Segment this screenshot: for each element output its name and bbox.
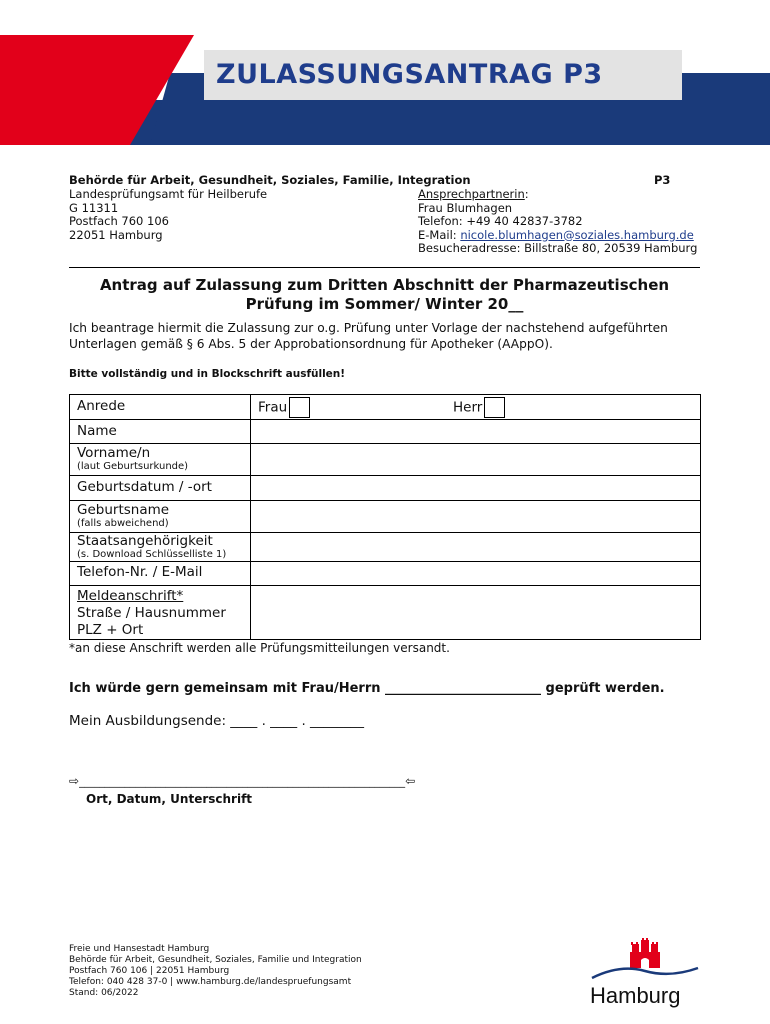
divider: [69, 267, 700, 268]
office-address: [69, 188, 267, 242]
footer-line: Telefon: 040 428 37-0 | www.hamburg.de/landespruefungsamt: [69, 977, 352, 987]
geburtsname-note: (falls abweichend): [77, 518, 169, 529]
footer-line: Stand: 06/2022: [69, 988, 139, 998]
contact-label: Ansprechpartnerin: [418, 187, 525, 201]
telefon-label: Telefon-Nr. / E-Mail: [70, 562, 251, 586]
staatsangehoerigkeit-text: Staatsangehörigkeit: [77, 533, 213, 549]
hamburg-castle-icon: [590, 938, 700, 984]
row-staatsangehoerigkeit: [70, 533, 701, 562]
name-field[interactable]: [251, 420, 701, 444]
row-telefon: [70, 562, 701, 586]
geburtsdatum-label: Geburtsdatum / -ort: [70, 476, 251, 501]
intro-line-1: Ich beantrage hiermit die Zulassung zur o.g. Prüfung unter Vorlage der nachstehend aufgeführten: [69, 321, 668, 335]
intro-line-2: Unterlagen gemäß § 6 Abs. 5 der Approbationsordnung für Apotheker (AAppO).: [69, 337, 553, 351]
hamburg-logo-text: Hamburg: [590, 983, 681, 1008]
row-geburtsname: [70, 501, 701, 533]
footer-line: Freie und Hansestadt Hamburg: [69, 944, 210, 954]
signature-label: Ort, Datum, Unterschrift: [86, 792, 253, 806]
contact-phone: Telefon: +49 40 42837-3782: [418, 214, 583, 228]
footer-line: Postfach 760 106 | 22051 Hamburg: [69, 966, 230, 976]
authority-name: Behörde für Arbeit, Gesundheit, Soziales, Familie, Integration: [69, 173, 471, 187]
email-link[interactable]: nicole.blumhagen@soziales.hamburg.de: [460, 227, 694, 242]
signature-line[interactable]: [69, 774, 415, 788]
row-geburtsdatum: [70, 476, 701, 501]
meldeanschrift-label: [70, 586, 251, 640]
contact-block: [418, 188, 697, 256]
geburtsname-text: Geburtsname: [77, 502, 170, 518]
geburtsname-label: [70, 501, 251, 533]
herr-option[interactable]: [453, 397, 505, 418]
document-title: [69, 276, 700, 314]
vorname-note: (laut Geburtsurkunde): [77, 461, 189, 472]
plz-text: PLZ + Ort: [77, 622, 144, 638]
signature-underline: ________________________________________________________________: [79, 777, 406, 788]
vorname-field[interactable]: [251, 444, 701, 476]
meldeanschrift-field[interactable]: [251, 586, 701, 640]
arrow-right-icon: ⇨: [69, 774, 80, 788]
frau-label: Frau: [258, 399, 288, 416]
frau-checkbox[interactable]: [289, 397, 310, 418]
row-anrede: [70, 395, 701, 420]
instruction-text: Bitte vollständig und in Blockschrift ausfüllen!: [69, 368, 346, 380]
meldeanschrift-text: Meldeanschrift*: [77, 588, 184, 604]
herr-checkbox[interactable]: [484, 397, 505, 418]
arrow-left-icon: ⇦: [405, 774, 416, 788]
title-line-2: Prüfung im Sommer/ Winter 20__: [245, 295, 524, 313]
form-title-banner: ZULASSUNGSANTRAG P3: [204, 50, 682, 100]
email-prefix: E-Mail:: [418, 227, 461, 242]
title-line-1: Antrag auf Zulassung zum Dritten Abschnitt der Pharmazeutischen: [99, 276, 670, 294]
row-name: [70, 420, 701, 444]
staatsangehoerigkeit-note: (s. Download Schlüsselliste 1): [77, 549, 227, 560]
telefon-field[interactable]: [251, 562, 701, 586]
geburtsdatum-field[interactable]: [251, 476, 701, 501]
frau-option[interactable]: [258, 397, 310, 418]
contact-colon: :: [524, 187, 529, 201]
staatsangehoerigkeit-label: [70, 533, 251, 562]
row-vorname: [70, 444, 701, 476]
herr-label: Herr: [453, 399, 483, 416]
staatsangehoerigkeit-field[interactable]: [251, 533, 701, 562]
row-meldeanschrift: [70, 586, 701, 640]
address-footnote: *an diese Anschrift werden alle Prüfungsmitteilungen versandt.: [69, 641, 450, 655]
applicant-form-table: [69, 394, 701, 640]
footer-address: [69, 944, 362, 999]
contact-name: Frau Blumhagen: [418, 200, 513, 215]
anrede-field: [251, 395, 701, 420]
form-code: P3: [654, 173, 671, 187]
office-line: G 11311: [69, 200, 119, 215]
intro-text: [69, 320, 668, 352]
geburtsname-field[interactable]: [251, 501, 701, 533]
footer-line: Behörde für Arbeit, Gesundheit, Soziales, Familie und Integration: [69, 955, 362, 965]
joint-exam-line[interactable]: Ich würde gern gemeinsam mit Frau/Herrn ________________________ geprüft werden.: [69, 681, 665, 696]
office-line: Landesprüfungsamt für Heilberufe: [69, 187, 268, 201]
office-line: 22051 Hamburg: [69, 227, 163, 242]
name-label: Name: [70, 420, 251, 444]
vorname-label: [70, 444, 251, 476]
office-line: Postfach 760 106: [69, 214, 169, 228]
visitor-address: Besucheradresse: Billstraße 80, 20539 Hamburg: [418, 241, 698, 255]
training-end-line[interactable]: Mein Ausbildungsende: ____ . ____ . ________: [69, 713, 365, 729]
anrede-label: Anrede: [70, 395, 251, 420]
vorname-text: Vorname/n: [77, 445, 151, 461]
strasse-text: Straße / Hausnummer: [77, 605, 226, 621]
